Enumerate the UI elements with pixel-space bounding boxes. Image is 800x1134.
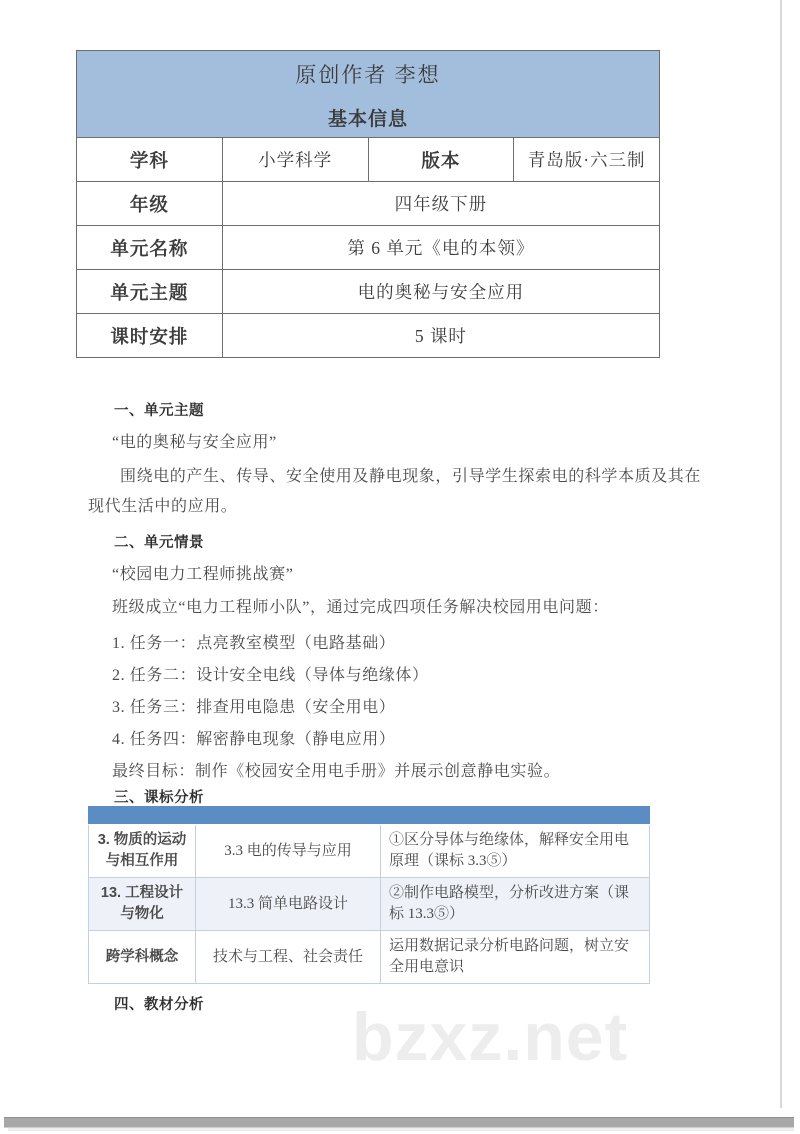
table-row-lesson-plan xyxy=(77,314,660,358)
subject-label: 学科 xyxy=(77,138,223,182)
lesson-plan-value: 5 课时 xyxy=(222,314,659,358)
task-item-3: 3. 任务三：排查用电隐患（安全用电） xyxy=(112,699,396,716)
section-two-intro: 班级成立“电力工程师小队”，通过完成四项任务解决校园用电问题： xyxy=(112,599,609,616)
table-row xyxy=(89,825,650,878)
unit-theme-value: 电的奥秘与安全应用 xyxy=(222,270,659,314)
lesson-plan-label: 课时安排 xyxy=(77,314,223,358)
std-concept-1: 3. 物质的运动与相互作用 xyxy=(89,825,196,878)
table-row-section-title xyxy=(77,97,660,138)
basic-info-table xyxy=(76,50,660,358)
std-content-3: 技术与工程、社会责任 xyxy=(196,931,381,984)
table-row-unit-theme xyxy=(77,270,660,314)
table-header-row xyxy=(89,807,650,825)
grade-label: 年级 xyxy=(77,182,223,226)
task-item-1: 1. 任务一：点亮教室模型（电路基础） xyxy=(112,635,396,652)
version-value: 青岛版·六三制 xyxy=(514,138,660,182)
section-one-body: 围绕电的产生、传导、安全使用及静电现象，引导学生探索电的科学本质及其在现代生活中的应用。 xyxy=(88,468,702,515)
table-row-unit-name xyxy=(77,226,660,270)
header-cell-content xyxy=(196,807,381,825)
std-content-1: 3.3 电的传导与应用 xyxy=(196,825,381,878)
table-row-author xyxy=(77,51,660,98)
section-one-heading: 一、单元主题 xyxy=(114,403,204,419)
section-two-final-goal: 最终目标：制作《校园安全用电手册》并展示创意静电实验。 xyxy=(112,763,561,780)
basic-info-title-cell: 基本信息 xyxy=(77,97,660,138)
std-content-2: 13.3 简单电路设计 xyxy=(196,878,381,931)
unit-name-label: 单元名称 xyxy=(77,226,223,270)
subject-value: 小学科学 xyxy=(222,138,368,182)
section-two-heading: 二、单元情景 xyxy=(114,535,204,551)
curriculum-standard-table xyxy=(88,806,650,984)
page-bottom-bar xyxy=(4,1117,794,1128)
std-requirement-2: ②制作电路模型，分析改进方案（课标 13.3⑤） xyxy=(381,878,650,931)
header-cell-requirement xyxy=(381,807,650,825)
section-four-heading: 四、教材分析 xyxy=(114,997,204,1013)
watermark-bzxz: bzxz.net xyxy=(352,999,629,1075)
version-label: 版本 xyxy=(368,138,514,182)
page-right-edge xyxy=(780,0,782,1108)
section-three-heading: 三、课标分析 xyxy=(114,790,204,806)
unit-name-value: 第 6 单元《电的本领》 xyxy=(222,226,659,270)
page-bottom-shadow xyxy=(8,1128,794,1131)
task-item-4: 4. 任务四：解密静电现象（静电应用） xyxy=(112,731,396,748)
table-row-grade xyxy=(77,182,660,226)
section-one-quote: “电的奥秘与安全应用” xyxy=(112,434,277,451)
std-requirement-1: ①区分导体与绝缘体，解释安全用电原理（课标 3.3⑤） xyxy=(381,825,650,878)
table-row-subject-version xyxy=(77,138,660,182)
task-item-2: 2. 任务二：设计安全电线（导体与绝缘体） xyxy=(112,667,429,684)
std-concept-2: 13. 工程设计与物化 xyxy=(89,878,196,931)
std-requirement-3: 运用数据记录分析电路问题，树立安全用电意识 xyxy=(381,931,650,984)
unit-theme-label: 单元主题 xyxy=(77,270,223,314)
grade-value: 四年级下册 xyxy=(222,182,659,226)
header-cell-concept xyxy=(89,807,196,825)
table-row xyxy=(89,878,650,931)
author-cell: 原创作者 李想 xyxy=(77,51,660,98)
std-concept-3: 跨学科概念 xyxy=(89,931,196,984)
section-two-quote: “校园电力工程师挑战赛” xyxy=(112,566,294,583)
table-row xyxy=(89,931,650,984)
